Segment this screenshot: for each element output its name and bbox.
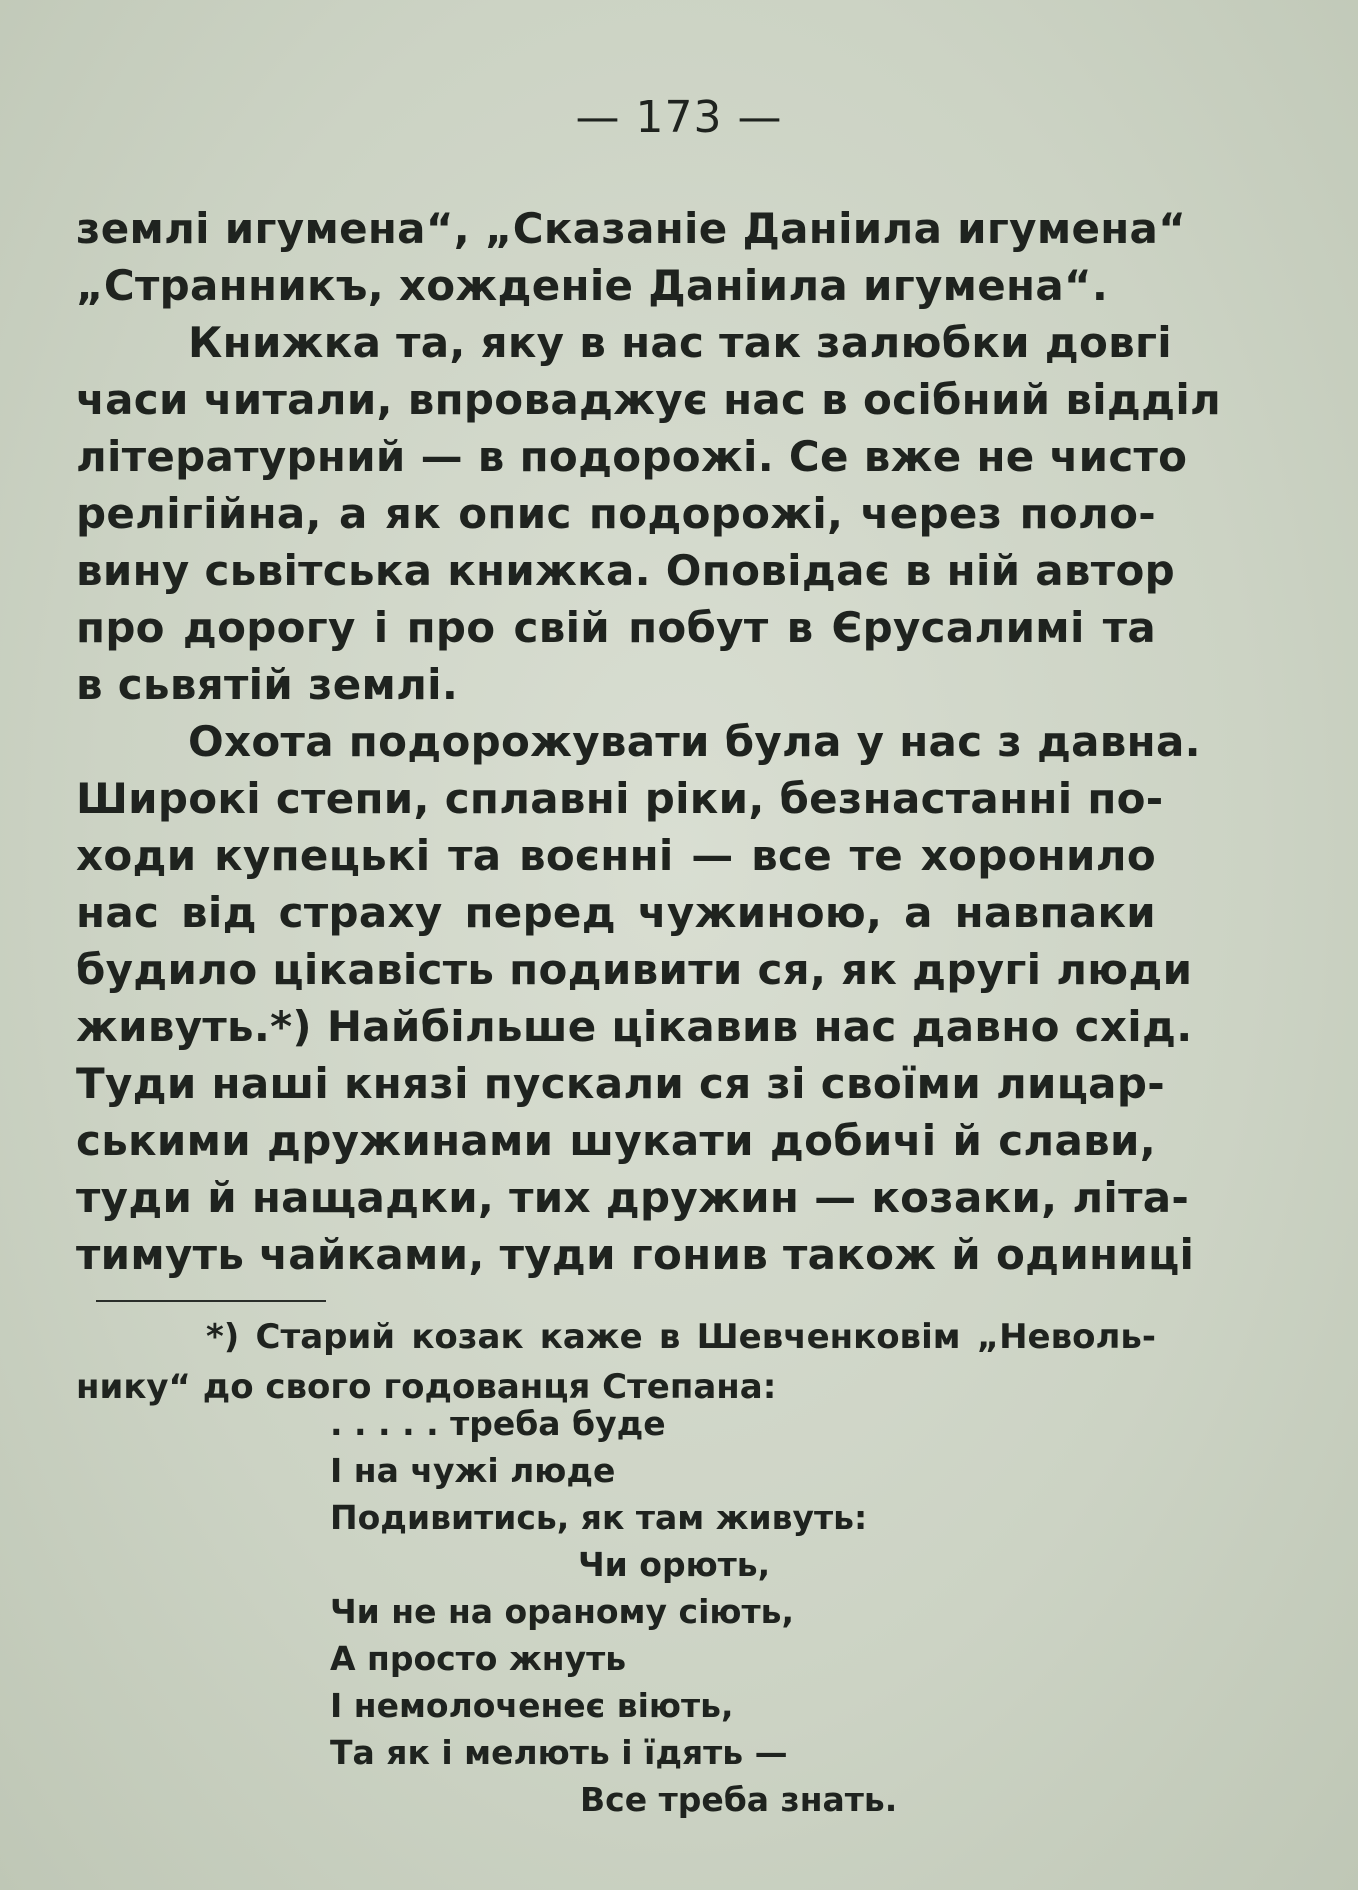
poem-line: Подивитись, як там живуть: [330, 1498, 868, 1537]
text-line: будило цікавість подивити ся, як другі люди [76, 945, 1193, 994]
text-line: тимуть чайками, туди гонив також й одиниці [76, 1230, 1195, 1279]
body-text [76, 200, 1222, 1283]
footnote-line: нику“ до свого годованця Степана: [76, 1367, 777, 1407]
text-line: нас від страху перед чужиною, а навпаки [76, 888, 1156, 937]
text-line: в сьвятій землі. [76, 660, 459, 709]
poem-line: А просто жнуть [330, 1639, 627, 1678]
footnote-line: *) Старий козак каже в Шевченковім „Неволь- [206, 1317, 1156, 1357]
poem-line: І на чужі люде [330, 1451, 616, 1490]
text-line: ськими дружинами шукати добичі й слави, [76, 1116, 1156, 1165]
poem-line: Все треба знать. [580, 1780, 898, 1819]
text-line: часи читали, впроваджує нас в осібний відділ [76, 375, 1222, 424]
page-number: — 173 — [575, 92, 783, 143]
text-line: релігійна, а як опис подорожі, через поло- [76, 489, 1156, 538]
text-line: літературний — в подорожі. Се вже не чисто [76, 432, 1188, 481]
poem-line: Та як і мелють і їдять — [330, 1733, 788, 1772]
text-line: землі игумена“, „Сказаніе Даніила игумена“ [76, 204, 1187, 253]
text-line: Книжка та, яку в нас так залюбки довгі [188, 318, 1172, 367]
poem-line: Чи орють, [578, 1545, 771, 1584]
poem-line: . . . . . треба буде [330, 1404, 666, 1443]
text-line: туди й нащадки, тих дружин — козаки, літа- [76, 1173, 1190, 1222]
text-line: вину сьвітська книжка. Оповідає в ній автор [76, 546, 1175, 595]
footnote [76, 1312, 1156, 1412]
footnote-poem [330, 1400, 1030, 1823]
text-line: про дорогу і про свій побут в Єрусалимі та [76, 603, 1156, 652]
poem-line: І немолоченеє віють, [330, 1686, 734, 1725]
text-line: Туди наші князі пускали ся зі своїми лицар- [76, 1059, 1165, 1108]
text-line: ходи купецькі та воєнні — все те хоронило [76, 831, 1156, 880]
text-line: живуть.*) Найбільше цікавив нас давно схід. [76, 1002, 1193, 1051]
text-line: „Странникъ, хожденіе Даніила игумена“. [76, 261, 1109, 310]
text-line: Охота подорожувати була у нас з давна. [188, 717, 1201, 766]
footnote-divider [96, 1300, 326, 1302]
poem-line: Чи не на ораному сіють, [330, 1592, 794, 1631]
text-line: Широкі степи, сплавні ріки, безнастанні по- [76, 774, 1164, 823]
